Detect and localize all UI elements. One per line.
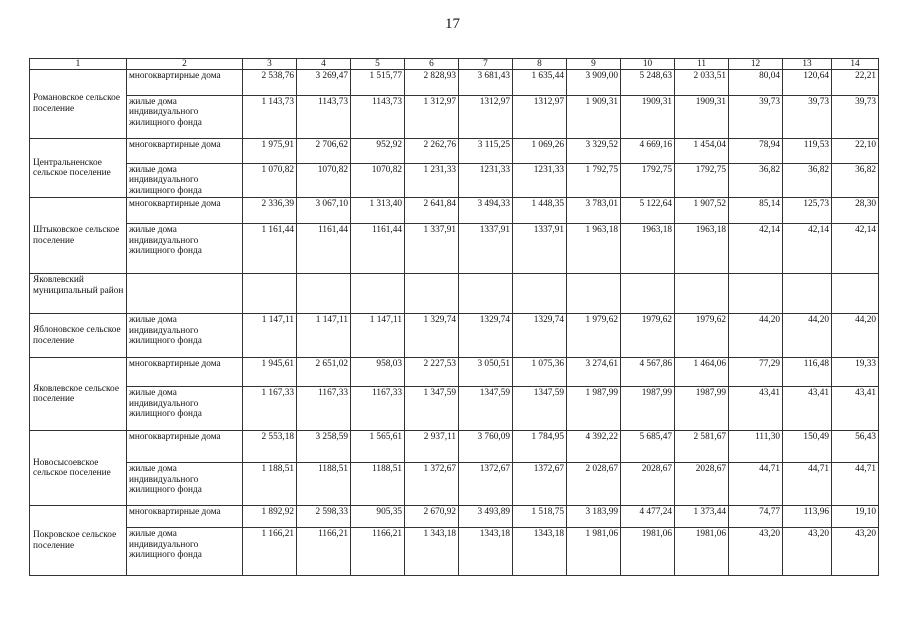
value-cell: 113,96 [783, 506, 832, 528]
value-cell: 3 274,61 [567, 358, 621, 387]
value-cell: 3 258,59 [297, 431, 351, 463]
housing-type: многоквартирные дома [127, 506, 243, 528]
value-cell: 4 477,24 [621, 506, 675, 528]
value-cell: 2 937,11 [405, 431, 459, 463]
value-cell: 1981,06 [675, 528, 729, 576]
district-name: Яковлевский муниципальный район [30, 274, 127, 314]
value-cell: 1161,44 [351, 224, 405, 274]
value-cell: 1 464,06 [675, 358, 729, 387]
value-cell: 1 518,75 [513, 506, 567, 528]
value-cell: 1 147,11 [351, 314, 405, 358]
value-cell: 2 641,84 [405, 198, 459, 224]
value-cell: 116,48 [783, 358, 832, 387]
value-cell: 3 681,43 [459, 70, 513, 96]
column-header: 6 [405, 59, 459, 70]
value-cell: 1987,99 [621, 387, 675, 431]
value-cell: 1 963,18 [567, 224, 621, 274]
table-row [30, 139, 879, 164]
value-cell: 1792,75 [621, 164, 675, 198]
empty-cell [832, 274, 879, 314]
housing-type: жилые дома индивидуального жилищного фонда [127, 96, 243, 139]
value-cell: 1 166,21 [243, 528, 297, 576]
value-cell: 85,14 [729, 198, 783, 224]
value-cell: 1981,06 [621, 528, 675, 576]
empty-cell [297, 274, 351, 314]
settlement-name: Новосысоевское сельское поселение [30, 431, 127, 506]
value-cell: 2 028,67 [567, 463, 621, 506]
value-cell: 42,14 [783, 224, 832, 274]
value-cell: 1188,51 [351, 463, 405, 506]
value-cell: 36,82 [832, 164, 879, 198]
column-header: 11 [675, 59, 729, 70]
value-cell: 958,03 [351, 358, 405, 387]
value-cell: 1 565,61 [351, 431, 405, 463]
housing-type: жилые дома индивидуального жилищного фонда [127, 164, 243, 198]
empty-cell [351, 274, 405, 314]
value-cell: 1792,75 [675, 164, 729, 198]
value-cell: 1 945,61 [243, 358, 297, 387]
value-cell: 1 892,92 [243, 506, 297, 528]
settlement-name: Покровское сельское поселение [30, 506, 127, 576]
value-cell: 43,20 [729, 528, 783, 576]
value-cell: 1 188,51 [243, 463, 297, 506]
table-row [30, 506, 879, 528]
value-cell: 1 981,06 [567, 528, 621, 576]
value-cell: 77,29 [729, 358, 783, 387]
value-cell: 1143,73 [351, 96, 405, 139]
empty-cell [567, 274, 621, 314]
column-header: 5 [351, 59, 405, 70]
value-cell: 3 269,47 [297, 70, 351, 96]
value-cell: 4 567,86 [621, 358, 675, 387]
value-cell: 1 975,91 [243, 139, 297, 164]
table-row [30, 224, 879, 274]
value-cell: 43,20 [832, 528, 879, 576]
value-cell: 5 248,63 [621, 70, 675, 96]
value-cell: 1 373,44 [675, 506, 729, 528]
value-cell: 1167,33 [297, 387, 351, 431]
value-cell: 1 979,62 [567, 314, 621, 358]
value-cell: 56,43 [832, 431, 879, 463]
value-cell: 1 987,99 [567, 387, 621, 431]
value-cell: 1161,44 [297, 224, 351, 274]
value-cell: 3 493,89 [459, 506, 513, 528]
empty-cell [783, 274, 832, 314]
value-cell: 1 329,74 [405, 314, 459, 358]
value-cell: 1 343,18 [405, 528, 459, 576]
value-cell: 1 312,97 [405, 96, 459, 139]
settlement-name: Яблоновское сельское поселение [30, 314, 127, 358]
value-cell: 1 909,31 [567, 96, 621, 139]
value-cell: 3 909,00 [567, 70, 621, 96]
value-cell: 1987,99 [675, 387, 729, 431]
value-cell: 39,73 [832, 96, 879, 139]
table-row [30, 198, 879, 224]
tariff-table [29, 58, 879, 576]
value-cell: 42,14 [729, 224, 783, 274]
value-cell: 78,94 [729, 139, 783, 164]
value-cell: 3 067,10 [297, 198, 351, 224]
value-cell: 1 161,44 [243, 224, 297, 274]
value-cell: 1312,97 [459, 96, 513, 139]
value-cell: 3 050,51 [459, 358, 513, 387]
housing-type: жилые дома индивидуального жилищного фонда [127, 224, 243, 274]
value-cell: 1 792,75 [567, 164, 621, 198]
value-cell: 1 515,77 [351, 70, 405, 96]
value-cell: 1070,82 [297, 164, 351, 198]
value-cell: 2028,67 [675, 463, 729, 506]
column-header: 1 [30, 59, 127, 70]
column-header: 4 [297, 59, 351, 70]
value-cell: 2028,67 [621, 463, 675, 506]
value-cell: 1 231,33 [405, 164, 459, 198]
value-cell: 4 392,22 [567, 431, 621, 463]
value-cell: 36,82 [783, 164, 832, 198]
value-cell: 1 635,44 [513, 70, 567, 96]
column-header: 8 [513, 59, 567, 70]
column-header: 13 [783, 59, 832, 70]
value-cell: 3 329,52 [567, 139, 621, 164]
value-cell: 2 651,02 [297, 358, 351, 387]
settlement-name: Центральненское сельское поселение [30, 139, 127, 198]
value-cell: 44,20 [729, 314, 783, 358]
value-cell: 2 581,67 [675, 431, 729, 463]
value-cell: 1 784,95 [513, 431, 567, 463]
value-cell: 44,71 [783, 463, 832, 506]
table-row [30, 358, 879, 387]
column-header: 9 [567, 59, 621, 70]
value-cell: 952,92 [351, 139, 405, 164]
empty-cell [127, 274, 243, 314]
value-cell: 1979,62 [621, 314, 675, 358]
value-cell: 1166,21 [351, 528, 405, 576]
value-cell: 44,20 [832, 314, 879, 358]
value-cell: 1 167,33 [243, 387, 297, 431]
value-cell: 44,71 [832, 463, 879, 506]
value-cell: 1231,33 [513, 164, 567, 198]
value-cell: 150,49 [783, 431, 832, 463]
value-cell: 43,41 [783, 387, 832, 431]
value-cell: 119,53 [783, 139, 832, 164]
value-cell: 1070,82 [351, 164, 405, 198]
value-cell: 1343,18 [513, 528, 567, 576]
value-cell: 2 553,18 [243, 431, 297, 463]
table-row [30, 431, 879, 463]
value-cell: 44,71 [729, 463, 783, 506]
housing-type: жилые дома индивидуального жилищного фонда [127, 314, 243, 358]
value-cell: 2 828,93 [405, 70, 459, 96]
value-cell: 2 262,76 [405, 139, 459, 164]
value-cell: 19,33 [832, 358, 879, 387]
value-cell: 1347,59 [513, 387, 567, 431]
value-cell: 905,35 [351, 506, 405, 528]
value-cell: 28,30 [832, 198, 879, 224]
value-cell: 3 494,33 [459, 198, 513, 224]
value-cell: 1963,18 [621, 224, 675, 274]
value-cell: 1 075,36 [513, 358, 567, 387]
value-cell: 1231,33 [459, 164, 513, 198]
value-cell: 1 143,73 [243, 96, 297, 139]
value-cell: 1372,67 [513, 463, 567, 506]
value-cell: 36,82 [729, 164, 783, 198]
column-header: 2 [127, 59, 243, 70]
value-cell: 42,14 [832, 224, 879, 274]
value-cell: 2 033,51 [675, 70, 729, 96]
value-cell: 22,21 [832, 70, 879, 96]
housing-type: жилые дома индивидуального жилищного фонда [127, 528, 243, 576]
table-row [30, 274, 879, 314]
settlement-name: Яковлевское сельское поселение [30, 358, 127, 431]
column-header: 7 [459, 59, 513, 70]
value-cell: 1337,91 [513, 224, 567, 274]
value-cell: 1166,21 [297, 528, 351, 576]
value-cell: 5 122,64 [621, 198, 675, 224]
value-cell: 43,41 [729, 387, 783, 431]
column-header: 3 [243, 59, 297, 70]
value-cell: 2 598,33 [297, 506, 351, 528]
value-cell: 1329,74 [459, 314, 513, 358]
value-cell: 2 227,53 [405, 358, 459, 387]
value-cell: 3 183,99 [567, 506, 621, 528]
empty-cell [621, 274, 675, 314]
value-cell: 1 337,91 [405, 224, 459, 274]
settlement-name: Штыковское сельское поселение [30, 198, 127, 274]
settlement-name: Романовское сельское поселение [30, 70, 127, 139]
empty-cell [729, 274, 783, 314]
table-row [30, 164, 879, 198]
table-row [30, 463, 879, 506]
value-cell: 39,73 [729, 96, 783, 139]
value-cell: 1 907,52 [675, 198, 729, 224]
value-cell: 1337,91 [459, 224, 513, 274]
value-cell: 1909,31 [675, 96, 729, 139]
value-cell: 1167,33 [351, 387, 405, 431]
column-header: 12 [729, 59, 783, 70]
value-cell: 125,73 [783, 198, 832, 224]
value-cell: 3 115,25 [459, 139, 513, 164]
column-header: 14 [832, 59, 879, 70]
empty-cell [675, 274, 729, 314]
value-cell: 1 313,40 [351, 198, 405, 224]
housing-type: многоквартирные дома [127, 358, 243, 387]
value-cell: 5 685,47 [621, 431, 675, 463]
value-cell: 80,04 [729, 70, 783, 96]
value-cell: 1 070,82 [243, 164, 297, 198]
value-cell: 74,77 [729, 506, 783, 528]
value-cell: 1 448,35 [513, 198, 567, 224]
housing-type: жилые дома индивидуального жилищного фонда [127, 387, 243, 431]
value-cell: 1 454,04 [675, 139, 729, 164]
value-cell: 3 760,09 [459, 431, 513, 463]
table-row [30, 70, 879, 96]
value-cell: 44,20 [783, 314, 832, 358]
housing-type: многоквартирные дома [127, 139, 243, 164]
value-cell: 3 783,01 [567, 198, 621, 224]
value-cell: 4 669,16 [621, 139, 675, 164]
value-cell: 1909,31 [621, 96, 675, 139]
value-cell: 1 147,11 [243, 314, 297, 358]
value-cell: 1963,18 [675, 224, 729, 274]
table-row [30, 96, 879, 139]
value-cell: 43,41 [832, 387, 879, 431]
value-cell: 2 706,62 [297, 139, 351, 164]
table-row [30, 387, 879, 431]
housing-type: многоквартирные дома [127, 198, 243, 224]
value-cell: 39,73 [783, 96, 832, 139]
column-header: 10 [621, 59, 675, 70]
empty-cell [513, 274, 567, 314]
value-cell: 1312,97 [513, 96, 567, 139]
value-cell: 1188,51 [297, 463, 351, 506]
housing-type: жилые дома индивидуального жилищного фонда [127, 463, 243, 506]
page-number: 17 [445, 16, 460, 32]
value-cell: 2 336,39 [243, 198, 297, 224]
table-row [30, 314, 879, 358]
value-cell: 1143,73 [297, 96, 351, 139]
housing-type: многоквартирные дома [127, 431, 243, 463]
value-cell: 19,10 [832, 506, 879, 528]
value-cell: 1 372,67 [405, 463, 459, 506]
table-row [30, 528, 879, 576]
value-cell: 2 670,92 [405, 506, 459, 528]
value-cell: 1979,62 [675, 314, 729, 358]
value-cell: 1372,67 [459, 463, 513, 506]
value-cell: 22,10 [832, 139, 879, 164]
header-row [30, 59, 879, 70]
value-cell: 1343,18 [459, 528, 513, 576]
empty-cell [459, 274, 513, 314]
value-cell: 1 069,26 [513, 139, 567, 164]
value-cell: 111,30 [729, 431, 783, 463]
empty-cell [243, 274, 297, 314]
value-cell: 1347,59 [459, 387, 513, 431]
value-cell: 120,64 [783, 70, 832, 96]
value-cell: 1 147,11 [297, 314, 351, 358]
value-cell: 43,20 [783, 528, 832, 576]
housing-type: многоквартирные дома [127, 70, 243, 96]
empty-cell [405, 274, 459, 314]
value-cell: 1 347,59 [405, 387, 459, 431]
value-cell: 2 538,76 [243, 70, 297, 96]
value-cell: 1329,74 [513, 314, 567, 358]
